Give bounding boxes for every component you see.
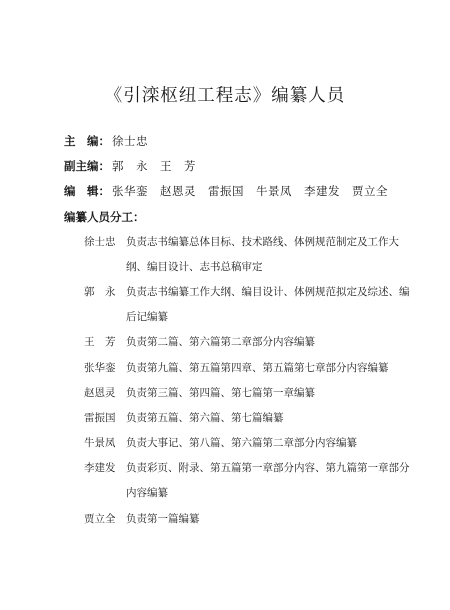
division-entry xyxy=(84,431,414,456)
division-desc: 负责第五篇、第六篇、第七篇编纂 xyxy=(126,412,284,424)
division-name: 赵恩灵 xyxy=(84,387,116,399)
editors-label: 编 辑： xyxy=(64,184,110,198)
chief-editor-label: 主 编： xyxy=(64,134,110,148)
division-desc: 负责志书编纂工作大纲、编目设计、体例规范拟定及综述、编后记编纂 xyxy=(126,286,410,323)
division-desc: 负责大事记、第八篇、第六篇第二章部分内容编纂 xyxy=(126,437,357,449)
division-entry xyxy=(84,406,414,431)
division-name: 李建发 xyxy=(84,462,116,474)
division-name: 雷振国 xyxy=(84,412,116,424)
division-name: 徐士忠 xyxy=(84,236,116,248)
chief-editor-value: 徐士忠 xyxy=(112,134,148,148)
division-name: 王 芳 xyxy=(84,336,116,348)
division-entry xyxy=(84,230,414,280)
division-entry xyxy=(84,507,414,532)
division-desc: 负责第一篇编纂 xyxy=(126,513,200,525)
division-desc: 负责第二篇、第六篇第二章部分内容编纂 xyxy=(126,336,315,348)
division-name: 牛景凤 xyxy=(84,437,116,449)
chief-editor-row xyxy=(64,133,148,149)
division-entry xyxy=(84,356,414,381)
division-desc: 负责志书编纂总体目标、技术路线、体例规范制定及工作大纲、编目设计、志书总稿审定 xyxy=(126,236,399,273)
deputy-editor-label: 副主编： xyxy=(64,159,110,173)
division-entry xyxy=(84,381,414,406)
division-entry xyxy=(84,330,414,355)
division-heading: 编纂人员分工： xyxy=(64,210,145,224)
editors-value: 张华銮 赵恩灵 雷振国 牛景凤 李建发 贾立全 xyxy=(112,184,388,198)
division-desc: 负责第九篇、第五篇第四章、第五篇第七章部分内容编纂 xyxy=(126,362,389,374)
division-entry xyxy=(84,280,414,330)
division-entry xyxy=(84,456,414,506)
editors-row xyxy=(64,183,388,199)
division-desc: 负责彩页、附录、第五篇第一章部分内容、第九篇第一章部分内容编纂 xyxy=(126,462,410,499)
division-name: 贾立全 xyxy=(84,513,116,525)
deputy-editor-row xyxy=(64,158,196,174)
division-name: 张华銮 xyxy=(84,362,116,374)
division-name: 郭 永 xyxy=(84,286,116,298)
page-title: 《引滦枢纽工程志》编纂人员 xyxy=(104,86,346,106)
division-desc: 负责第三篇、第四篇、第七篇第一章编纂 xyxy=(126,387,315,399)
deputy-editor-value: 郭 永 王 芳 xyxy=(112,159,196,173)
